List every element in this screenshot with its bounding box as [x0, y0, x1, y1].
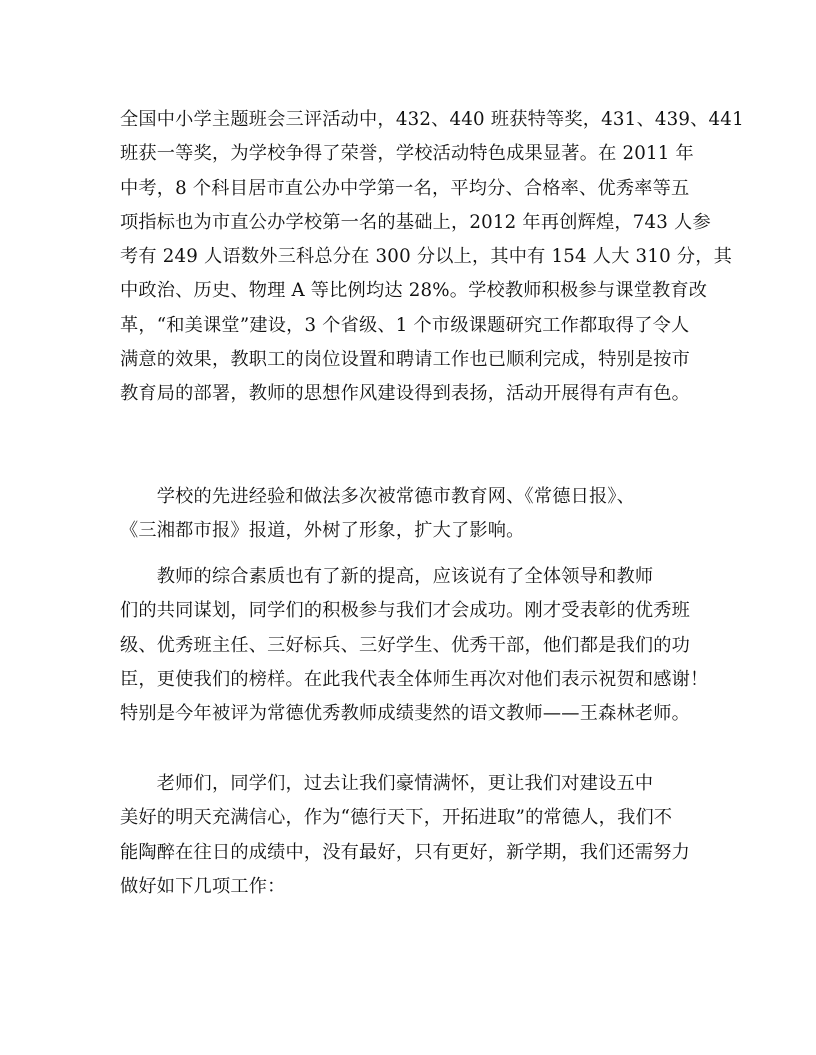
text-line: 《三湘都市报》报道，外树了形象，扩大了影响。 [120, 520, 525, 542]
paragraph-teacher-quality [120, 560, 709, 731]
text-line: 学校的先进经验和做法多次被常德市教育网、《常德日报》、 [120, 486, 636, 507]
text-line: 考有 249 人语数外三科总分在 300 分以上，其中有 154 人大 310 分，其 [120, 246, 733, 268]
text-line: 教育局的部署，教师的思想作风建设得到表扬，活动开展得有声有色。 [120, 383, 691, 405]
text-line: 臣，更使我们的榜样。在此我代表全体师生再次对他们表示祝贺和感谢！ [120, 668, 709, 690]
text-line: 班获一等奖，为学校争得了荣誉，学校活动特色成果显著。在 2011 年 [120, 143, 694, 165]
text-line: 全国中小学主题班会三评活动中，432、440 班获特等奖，431、439、441 [120, 109, 744, 130]
paragraph-achievements [120, 103, 744, 412]
text-line: 老师们，同学们，过去让我们豪情满怀，更让我们对建设五中 [120, 773, 654, 794]
text-line: 项指标也为市直公办学校第一名的基础上，2012 年再创辉煌，743 人参 [120, 211, 711, 233]
text-line: 特别是今年被评为常德优秀教师成绩斐然的语文教师——王森林老师。 [120, 703, 691, 725]
paragraph-media-coverage [120, 480, 700, 549]
text-line: 革，“和美课堂”建设，3 个省级、1 个市级课题研究工作都取得了令人 [120, 314, 690, 336]
text-line: 美好的明天充满信心，作为“德行天下，开拓进取”的常德人，我们不 [120, 807, 673, 829]
text-line: 级、优秀班主任、三好标兵、三好学生、优秀干部，他们都是我们的功 [120, 634, 691, 656]
text-line: 满意的效果，教职工的岗位设置和聘请工作也已顺利完成，特别是按市 [120, 349, 691, 371]
text-line: 中政治、历史、物理 A 等比例均达 28%。学校教师积极参与课堂教育改 [120, 280, 708, 302]
text-line: 做好如下几项工作： [120, 875, 286, 897]
paragraph-new-semester [120, 767, 700, 904]
text-line: 能陶醉在往日的成绩中，没有最好，只有更好，新学期，我们还需努力 [120, 841, 691, 863]
text-line: 教师的综合素质也有了新的提高，应该说有了全体领导和教师 [120, 566, 654, 587]
text-line: 们的共同谋划，同学们的积极参与我们才会成功。刚才受表彰的优秀班 [120, 600, 691, 622]
text-line: 中考，8 个科目居市直公办中学第一名，平均分、合格率、优秀率等五 [120, 177, 690, 199]
